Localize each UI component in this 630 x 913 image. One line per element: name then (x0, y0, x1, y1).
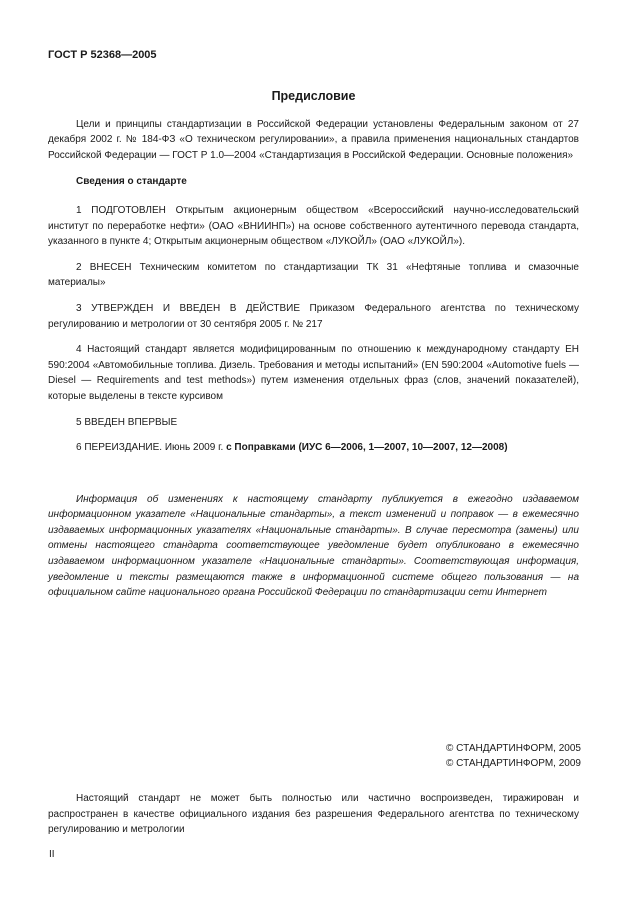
item-4-paragraph: 4 Настоящий стандарт является модифицированным по отношению к международному стандарту ЕН 590:2004 «Автомобильные топлива. Дизель. Требования и методы испытаний» (EN 590:2004 «Automotive fuels — Diesel — Requirements and test methods») путем изменения отдельных фраз (слов, значений показателей), которые выделены в тексте курсивом (48, 344, 579, 402)
copyright-line-2005: © СТАНДАРТИНФОРМ, 2005 (446, 743, 581, 754)
item-6-amendments: с Поправками (ИУС 6—2006, 1—2007, 10—2007, 12—2008) (226, 442, 508, 454)
page-number: II (49, 849, 55, 860)
copyright-line-2009: © СТАНДАРТИНФОРМ, 2009 (446, 758, 581, 769)
reproduction-notice: Настоящий стандарт не может быть полностью или частично воспроизведен, тиражирован и распространен в качестве официального издания без разрешения Федерального агентства по техническому регулированию и метрологии (48, 793, 579, 836)
item-6-text: 6 ПЕРЕИЗДАНИЕ. Июнь 2009 г. (76, 442, 227, 454)
item-1-paragraph: 1 ПОДГОТОВЛЕН Открытым акционерным обществом «Всероссийский научно-исследовательский институт по переработке нефти» (ОАО «ВНИИНП») на основе собственного аутентичного перевода стандарта, указанного в пункте 4; Открытым акционерным обществом «ЛУКОЙЛ» (ОАО «ЛУКОЙЛ»). (48, 204, 579, 248)
item-2-paragraph: 2 ВНЕСЕН Техническим комитетом по стандартизации ТК 31 «Нефтяные топлива и смазочные материалы» (48, 261, 579, 289)
document-code: ГОСТ Р 52368—2005 (48, 49, 157, 61)
preamble-paragraph: Цели и принципы стандартизации в Российской Федерации установлены Федеральным законом от 27 декабря 2002 г. № 184-ФЗ «О техническом регулировании», а правила применения национальных стандартов Российской Федерации — ГОСТ Р 1.0—2004 «Стандартизация в Российской Федерации. Основные положения» (48, 118, 579, 161)
document-page (48, 48, 579, 601)
item-3-paragraph: 3 УТВЕРЖДЕН И ВВЕДЕН В ДЕЙСТВИЕ Приказом Федерального агентства по техническому регулированию и метрологии от 30 сентября 2005 г. № 217 (48, 302, 579, 330)
item-5-paragraph: 5 ВВЕДЕН ВПЕРВЫЕ (76, 416, 178, 428)
page-title: Предисловие (271, 88, 356, 103)
section-title: Сведения о стандарте (76, 176, 187, 188)
info-paragraph: Информация об изменениях к настоящему стандарту публикуется в ежегодно издаваемом информационном указателе «Национальные стандарты», а текст изменений и поправок — в ежемесячно издаваемых информационных указателях «Национальные стандарты». В случае пересмотра (замены) или отмены настоящего стандарта соответствующее уведомление будет опубликовано в ежемесячно издаваемом информационном указателе «Национальные стандарты». Соответствующая информация, уведомление и тексты размещаются также в информационной системе общего пользования — на официальном сайте национального органа Российской Федерации по стандартизации сети Интернет (48, 493, 579, 599)
copyright-block (446, 741, 581, 771)
item-6-paragraph (48, 440, 579, 456)
